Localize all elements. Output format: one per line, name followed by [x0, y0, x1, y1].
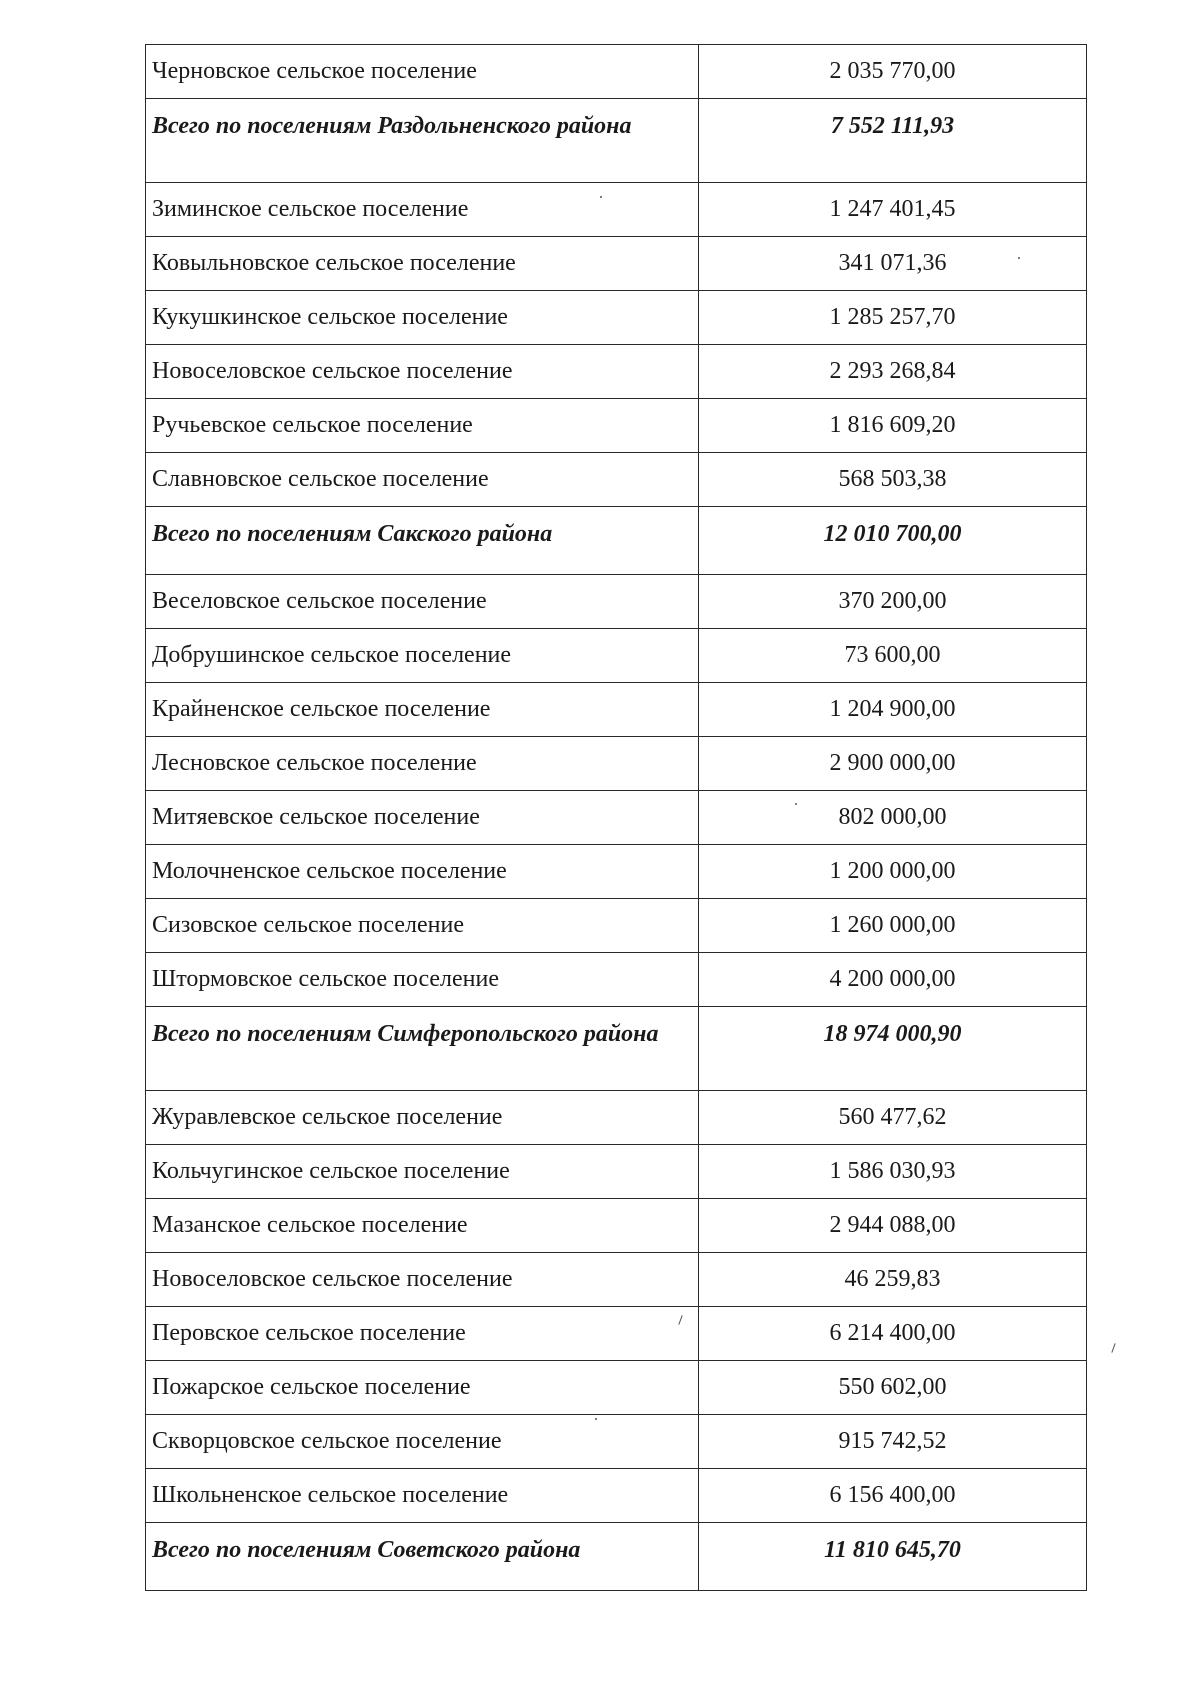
settlement-name: Митяевское сельское поселение: [146, 791, 699, 845]
settlement-name: Добрушинское сельское поселение: [146, 629, 699, 683]
scan-speck: [600, 196, 602, 198]
table-row: [146, 399, 1087, 453]
settlement-amount: 341 071,36: [699, 237, 1087, 291]
table-row: [146, 1145, 1087, 1199]
settlement-amount: 1 285 257,70: [699, 291, 1087, 345]
settlement-amount: 1 204 900,00: [699, 683, 1087, 737]
table-row: [146, 453, 1087, 507]
settlement-amount: 73 600,00: [699, 629, 1087, 683]
settlement-amount: 2 944 088,00: [699, 1199, 1087, 1253]
scan-speck: [595, 1418, 597, 1420]
district-total-amount: 7 552 111,93: [699, 99, 1087, 183]
district-total-row: [146, 99, 1087, 183]
district-total-row: [146, 507, 1087, 575]
scan-speck: [795, 803, 797, 805]
settlement-amount: 1 200 000,00: [699, 845, 1087, 899]
table-row: [146, 1253, 1087, 1307]
settlement-name: Ручьевское сельское поселение: [146, 399, 699, 453]
table-row: [146, 1415, 1087, 1469]
settlement-name: Крайненское сельское поселение: [146, 683, 699, 737]
district-total-amount: 12 010 700,00: [699, 507, 1087, 575]
settlement-allocation-table: [145, 44, 1087, 1591]
settlement-name: Новоселовское сельское поселение: [146, 345, 699, 399]
table-row: [146, 1199, 1087, 1253]
table-row: [146, 345, 1087, 399]
settlement-name: Веселовское сельское поселение: [146, 575, 699, 629]
table-row: [146, 237, 1087, 291]
table-row: [146, 791, 1087, 845]
settlement-name: Черновское сельское поселение: [146, 45, 699, 99]
settlement-name: Скворцовское сельское поселение: [146, 1415, 699, 1469]
settlement-amount: 2 900 000,00: [699, 737, 1087, 791]
settlement-amount: 4 200 000,00: [699, 953, 1087, 1007]
table-row: [146, 291, 1087, 345]
settlement-amount: 370 200,00: [699, 575, 1087, 629]
settlement-amount: 550 602,00: [699, 1361, 1087, 1415]
table-row: [146, 183, 1087, 237]
settlement-name: Славновское сельское поселение: [146, 453, 699, 507]
settlement-amount: 802 000,00: [699, 791, 1087, 845]
settlement-amount: 2 293 268,84: [699, 345, 1087, 399]
table-row: [146, 629, 1087, 683]
settlement-name: Новоселовское сельское поселение: [146, 1253, 699, 1307]
settlement-name: Перовское сельское поселение: [146, 1307, 699, 1361]
settlement-amount: 6 156 400,00: [699, 1469, 1087, 1523]
table-row: [146, 1361, 1087, 1415]
table-row: [146, 737, 1087, 791]
table-row: [146, 1469, 1087, 1523]
scan-speck: [1111, 1343, 1115, 1353]
table-row: [146, 899, 1087, 953]
settlement-amount: 1 816 609,20: [699, 399, 1087, 453]
settlement-amount: 2 035 770,00: [699, 45, 1087, 99]
district-total-label: Всего по поселениям Советского района: [146, 1523, 699, 1591]
settlement-amount: 1 260 000,00: [699, 899, 1087, 953]
district-total-amount: 11 810 645,70: [699, 1523, 1087, 1591]
district-total-amount: 18 974 000,90: [699, 1007, 1087, 1091]
district-total-row: [146, 1523, 1087, 1591]
table-row: [146, 575, 1087, 629]
table-row: [146, 845, 1087, 899]
settlement-name: Сизовское сельское поселение: [146, 899, 699, 953]
settlement-amount: 1 247 401,45: [699, 183, 1087, 237]
settlement-name: Зиминское сельское поселение: [146, 183, 699, 237]
settlement-name: Кольчугинское сельское поселение: [146, 1145, 699, 1199]
settlement-amount: 6 214 400,00: [699, 1307, 1087, 1361]
settlement-amount: 568 503,38: [699, 453, 1087, 507]
settlement-name: Лесновское сельское поселение: [146, 737, 699, 791]
settlement-name: Пожарское сельское поселение: [146, 1361, 699, 1415]
settlement-amount: 915 742,52: [699, 1415, 1087, 1469]
scan-speck: [1018, 257, 1020, 259]
settlement-name: Журавлевское сельское поселение: [146, 1091, 699, 1145]
table-row: [146, 45, 1087, 99]
district-total-row: [146, 1007, 1087, 1091]
settlement-name: Молочненское сельское поселение: [146, 845, 699, 899]
table-row: [146, 683, 1087, 737]
district-total-label: Всего по поселениям Раздольненского района: [146, 99, 699, 183]
table-row: [146, 1307, 1087, 1361]
settlement-name: Кукушкинское сельское поселение: [146, 291, 699, 345]
table-row: [146, 1091, 1087, 1145]
table-row: [146, 953, 1087, 1007]
settlement-name: Мазанское сельское поселение: [146, 1199, 699, 1253]
settlement-name: Школьненское сельское поселение: [146, 1469, 699, 1523]
settlement-amount: 46 259,83: [699, 1253, 1087, 1307]
settlement-amount: 1 586 030,93: [699, 1145, 1087, 1199]
settlement-name: Штормовское сельское поселение: [146, 953, 699, 1007]
settlement-name: Ковыльновское сельское поселение: [146, 237, 699, 291]
district-total-label: Всего по поселениям Симферопольского района: [146, 1007, 699, 1091]
district-total-label: Всего по поселениям Сакского района: [146, 507, 699, 575]
settlement-amount: 560 477,62: [699, 1091, 1087, 1145]
